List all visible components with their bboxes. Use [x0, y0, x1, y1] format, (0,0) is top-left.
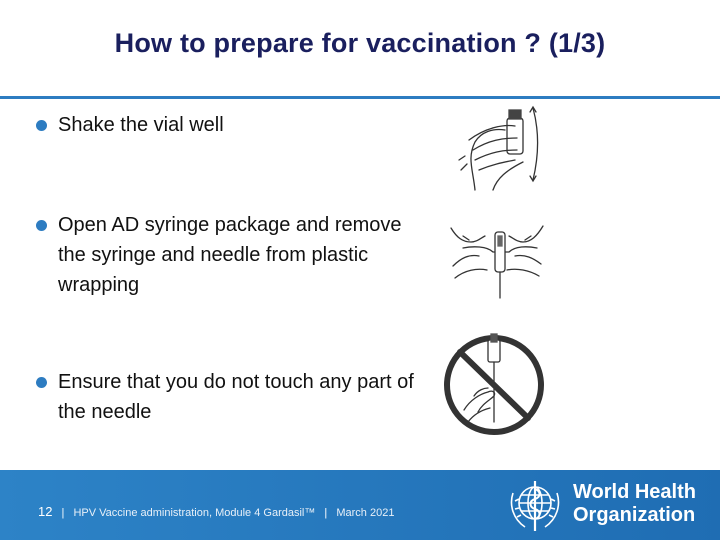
who-wordmark: [573, 481, 696, 527]
page-title: How to prepare for vaccination ? (1/3): [114, 28, 606, 58]
page-number: 12: [38, 504, 53, 519]
bullet-item-open-syringe: [36, 210, 426, 300]
course-title: HPV Vaccine administration, Module 4 Gardasil™: [73, 507, 316, 519]
bullet-dot-icon: [36, 377, 47, 388]
bullet-text: Open AD syringe package and remove the syringe and needle from plastic wrapping: [58, 214, 402, 296]
footer-meta: [38, 504, 394, 519]
bullet-item-shake-vial: [36, 110, 436, 140]
hands-opening-syringe-package-icon: [443, 208, 551, 300]
who-emblem-icon: [505, 475, 565, 535]
title-divider: [0, 96, 720, 99]
do-not-touch-needle-icon: [444, 330, 544, 440]
bullet-item-do-not-touch: [36, 367, 436, 427]
org-name-line1: World Health: [573, 481, 696, 503]
hand-shaking-vial-icon: [445, 100, 545, 195]
org-name-line2: Organization: [573, 504, 696, 526]
bullet-text: Shake the vial well: [58, 114, 224, 136]
bullet-dot-icon: [36, 120, 47, 131]
footer-date: March 2021: [336, 507, 395, 519]
bullet-dot-icon: [36, 220, 47, 231]
bullet-text: Ensure that you do not touch any part of the needle: [58, 371, 414, 423]
footer-separator: |: [324, 507, 328, 519]
footer-separator: |: [61, 507, 65, 519]
